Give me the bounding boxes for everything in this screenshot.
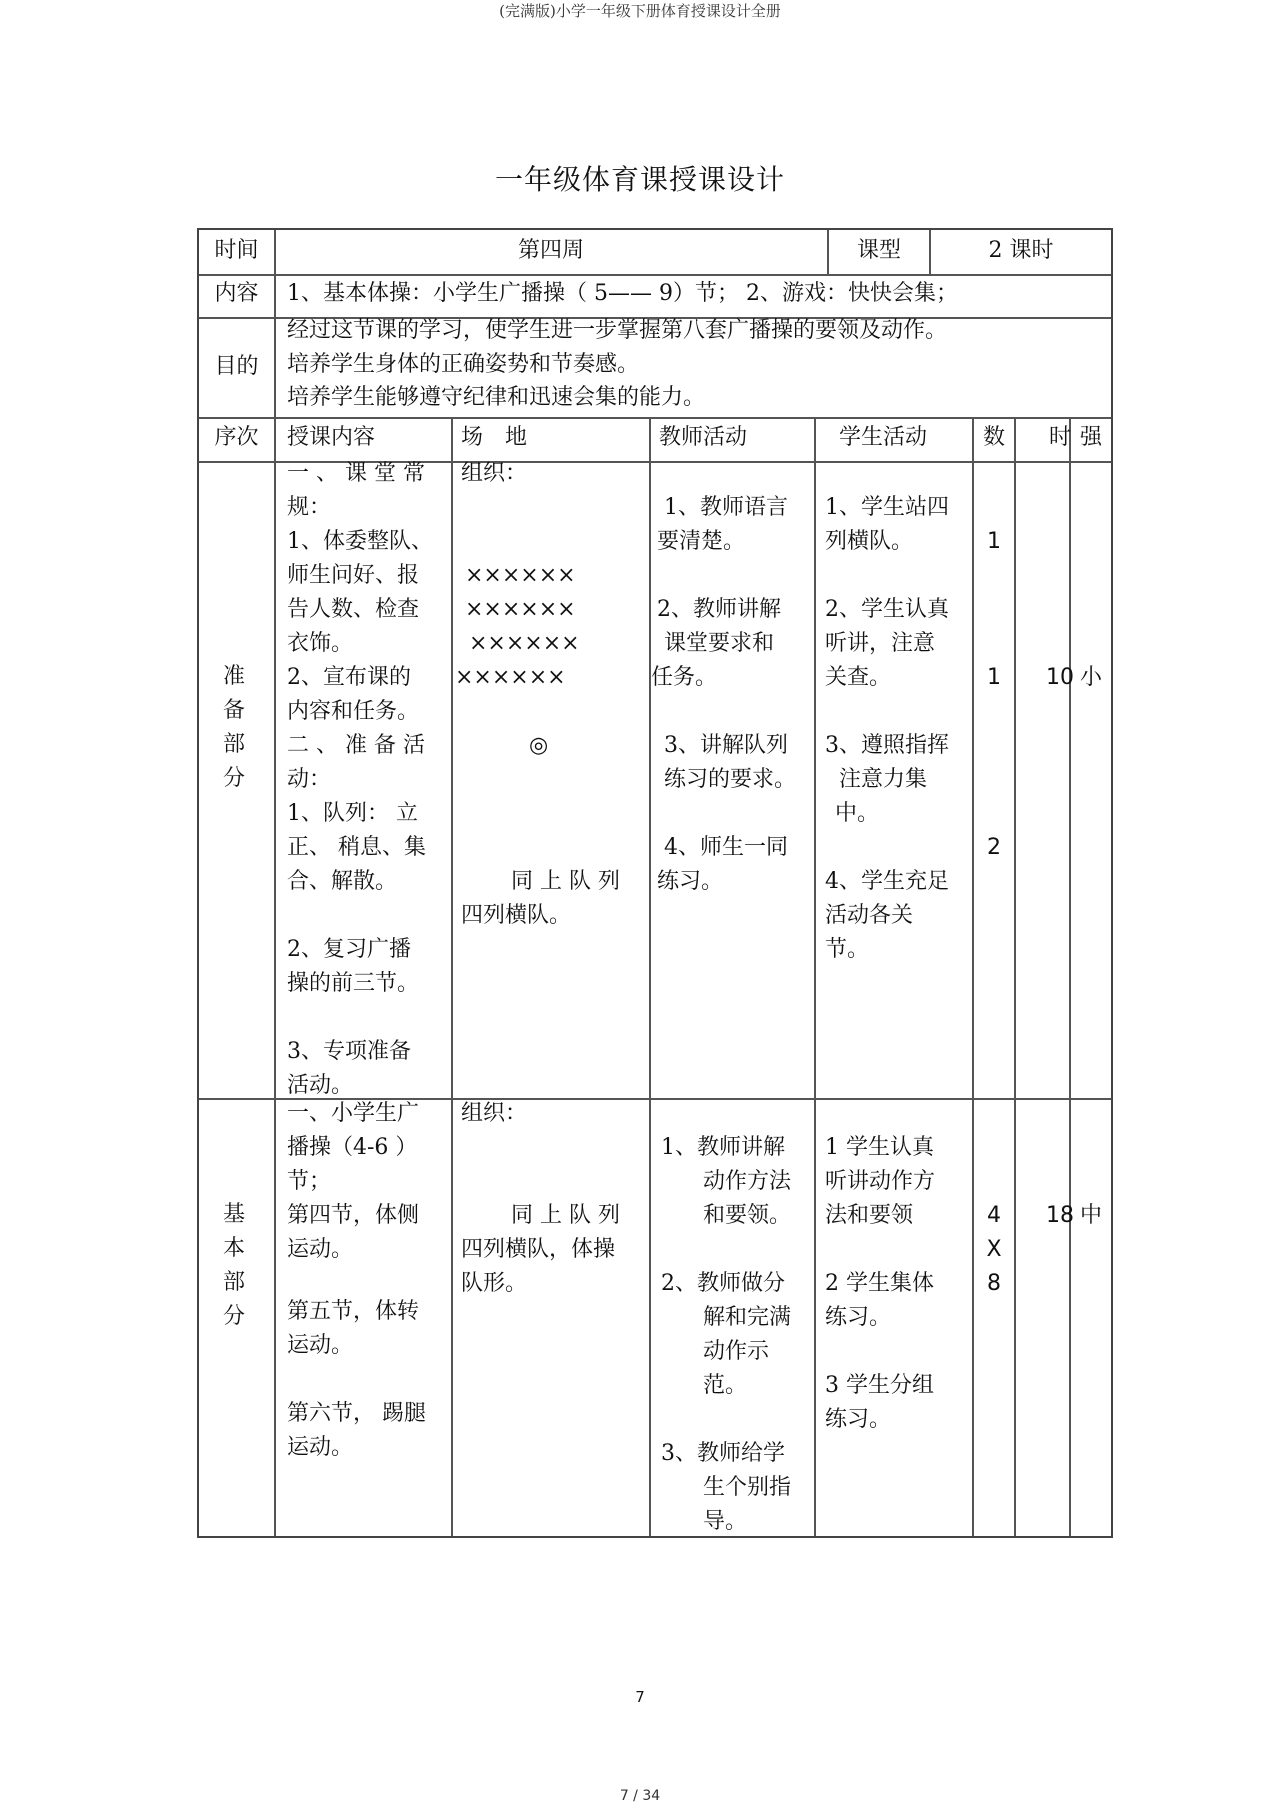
venue-organization: 组织： bbox=[461, 1101, 528, 1126]
teacher-line: 2、教师讲解 bbox=[657, 597, 781, 622]
content-line: 规： bbox=[287, 495, 332, 520]
student-line: 1 学生认真 bbox=[825, 1135, 934, 1160]
content-line: 2、复习广播 bbox=[287, 937, 411, 962]
teacher-line: 3、教师给学 bbox=[661, 1441, 785, 1466]
student-line: 听讲，注意 bbox=[825, 631, 936, 656]
repetition-count: 1 bbox=[987, 665, 1001, 690]
content-line: 动： bbox=[287, 767, 332, 792]
formation-row: ×××××× bbox=[465, 597, 576, 622]
student-line: 听讲动作方 bbox=[825, 1169, 936, 1194]
teacher-line: 范。 bbox=[703, 1373, 748, 1398]
student-line: 中。 bbox=[835, 801, 880, 826]
teacher-line: 解和完满 bbox=[703, 1305, 792, 1330]
teacher-line: 任务。 bbox=[651, 665, 718, 690]
venue-note: 队形。 bbox=[461, 1271, 528, 1296]
content-line: 第五节，体转 bbox=[287, 1299, 420, 1324]
content-line: 播操（4-6 ） bbox=[287, 1135, 418, 1160]
content-line: 节； bbox=[287, 1169, 332, 1194]
content-value: 1、基本体操：小学生广播操（ 5—— 9）节； 2、游戏：快快会集； bbox=[287, 281, 958, 306]
content-line: 运动。 bbox=[287, 1333, 354, 1358]
student-line: 列横队。 bbox=[825, 529, 914, 554]
student-line: 练习。 bbox=[825, 1305, 892, 1330]
content-line: 运动。 bbox=[287, 1237, 354, 1262]
student-line: 4、学生充足 bbox=[825, 869, 949, 894]
column-header-teacher: 教师活动 bbox=[659, 425, 748, 450]
document-header: (完满版)小学一年级下册体育授课设计全册 bbox=[499, 2, 781, 20]
student-line: 3 学生分组 bbox=[825, 1373, 934, 1398]
page-footer: 7 / 34 bbox=[619, 1788, 661, 1804]
teacher-line: 3、讲解队列 bbox=[664, 733, 788, 758]
page-number: 7 bbox=[635, 1688, 645, 1706]
student-line: 法和要领 bbox=[825, 1203, 914, 1228]
venue-organization: 组织： bbox=[461, 461, 528, 486]
content-line: 第六节， 踢腿 bbox=[287, 1401, 426, 1426]
col-divider bbox=[451, 417, 453, 1536]
student-line: 练习。 bbox=[825, 1407, 892, 1432]
student-line: 注意力集 bbox=[839, 767, 928, 792]
content-label: 内容 bbox=[214, 281, 259, 306]
lesson-plan-table bbox=[197, 228, 1113, 1538]
section-label-prep: 准 备 部 分 bbox=[222, 664, 245, 791]
repetition-count: 2 bbox=[987, 835, 1001, 860]
teacher-line: 动作示 bbox=[703, 1339, 770, 1364]
content-line: 1、体委整队、 bbox=[287, 529, 433, 554]
teacher-position-mark: ◎ bbox=[529, 733, 549, 758]
page-title: 一年级体育课授课设计 bbox=[494, 163, 785, 196]
student-line: 活动各关 bbox=[825, 903, 914, 928]
teacher-line: 要清楚。 bbox=[657, 529, 746, 554]
repetition-count: 4 X 8 bbox=[986, 1203, 1002, 1296]
intensity-value: 中 bbox=[1079, 1203, 1102, 1228]
teacher-line: 1、教师讲解 bbox=[661, 1135, 785, 1160]
content-line: 正、 稍息、集 bbox=[287, 835, 426, 860]
teacher-line: 练习。 bbox=[657, 869, 724, 894]
column-header-intensity: 强 bbox=[1079, 425, 1102, 450]
content-line: 3、专项准备 bbox=[287, 1039, 411, 1064]
teacher-line: 动作方法 bbox=[703, 1169, 792, 1194]
content-line: 二 、 准 备 活 bbox=[287, 733, 425, 758]
col-divider bbox=[972, 417, 974, 1536]
column-header-time: 时 bbox=[1049, 425, 1072, 450]
student-line: 2 学生集体 bbox=[825, 1271, 934, 1296]
content-line: 一、小学生广 bbox=[287, 1101, 420, 1126]
column-header-student: 学生活动 bbox=[839, 425, 928, 450]
student-line: 2、学生认真 bbox=[825, 597, 949, 622]
student-line: 3、遵照指挥 bbox=[825, 733, 949, 758]
content-line: 师生问好、报 bbox=[287, 563, 420, 588]
column-header-seq: 序次 bbox=[214, 425, 259, 450]
content-line: 告人数、检查 bbox=[287, 597, 420, 622]
formation-row: ×××××× bbox=[465, 563, 576, 588]
col-divider bbox=[274, 230, 276, 1536]
teacher-line: 导。 bbox=[703, 1509, 748, 1534]
content-line: 操的前三节。 bbox=[287, 971, 420, 996]
intensity-value: 小 bbox=[1079, 665, 1102, 690]
content-line: 1、队列： 立 bbox=[287, 801, 418, 826]
content-line: 衣饰。 bbox=[287, 631, 354, 656]
content-line: 运动。 bbox=[287, 1435, 354, 1460]
lesson-type-value: 2 课时 bbox=[988, 238, 1054, 263]
formation-row: ×××××× bbox=[455, 665, 566, 690]
teacher-line: 2、教师做分 bbox=[661, 1271, 785, 1296]
content-line: 内容和任务。 bbox=[287, 699, 420, 724]
section-label-main: 基 本 部 分 bbox=[222, 1202, 245, 1329]
goal-line: 培养学生身体的正确姿势和节奏感。 bbox=[287, 352, 640, 377]
student-line: 关查。 bbox=[825, 665, 892, 690]
column-header-venue: 场 地 bbox=[461, 425, 528, 450]
venue-note: 四列横队。 bbox=[461, 903, 572, 928]
student-line: 节。 bbox=[825, 937, 870, 962]
col-divider bbox=[1069, 417, 1071, 1536]
time-label: 时间 bbox=[214, 238, 259, 263]
teacher-line: 1、教师语言 bbox=[664, 495, 788, 520]
teacher-line: 和要领。 bbox=[703, 1203, 792, 1228]
content-line: 合、解散。 bbox=[287, 869, 398, 894]
column-header-count: 数 bbox=[982, 425, 1005, 450]
teacher-line: 练习的要求。 bbox=[664, 767, 797, 792]
content-line: 2、宣布课的 bbox=[287, 665, 411, 690]
student-line: 1、学生站四 bbox=[825, 495, 949, 520]
teacher-line: 课堂要求和 bbox=[664, 631, 775, 656]
formation-row: ×××××× bbox=[469, 631, 580, 656]
time-value: 第四周 bbox=[517, 238, 584, 263]
content-line: 第四节，体侧 bbox=[287, 1203, 420, 1228]
repetition-count: 1 bbox=[987, 529, 1001, 554]
row-divider bbox=[199, 417, 1111, 419]
duration-minutes: 18 bbox=[1046, 1203, 1074, 1228]
col-divider bbox=[649, 417, 651, 1536]
venue-note: 同 上 队 列 bbox=[511, 869, 620, 894]
row-divider bbox=[199, 274, 1111, 276]
column-header-content: 授课内容 bbox=[287, 425, 376, 450]
col-divider bbox=[814, 417, 816, 1536]
venue-note: 四列横队，体操 bbox=[461, 1237, 616, 1262]
goal-label: 目的 bbox=[214, 354, 259, 379]
content-line: 活动。 bbox=[287, 1073, 354, 1098]
goal-line: 培养学生能够遵守纪律和迅速会集的能力。 bbox=[287, 385, 706, 410]
goal-line: 经过这节课的学习，使学生进一步掌握第八套广播操的要领及动作。 bbox=[287, 318, 948, 343]
venue-note: 同 上 队 列 bbox=[511, 1203, 620, 1228]
teacher-line: 生个别指 bbox=[703, 1475, 792, 1500]
teacher-line: 4、师生一同 bbox=[664, 835, 788, 860]
lesson-type-label: 课型 bbox=[856, 238, 901, 263]
duration-minutes: 10 bbox=[1046, 665, 1074, 690]
content-line: 一 、 课 堂 常 bbox=[287, 461, 425, 486]
col-divider bbox=[1014, 417, 1016, 1536]
